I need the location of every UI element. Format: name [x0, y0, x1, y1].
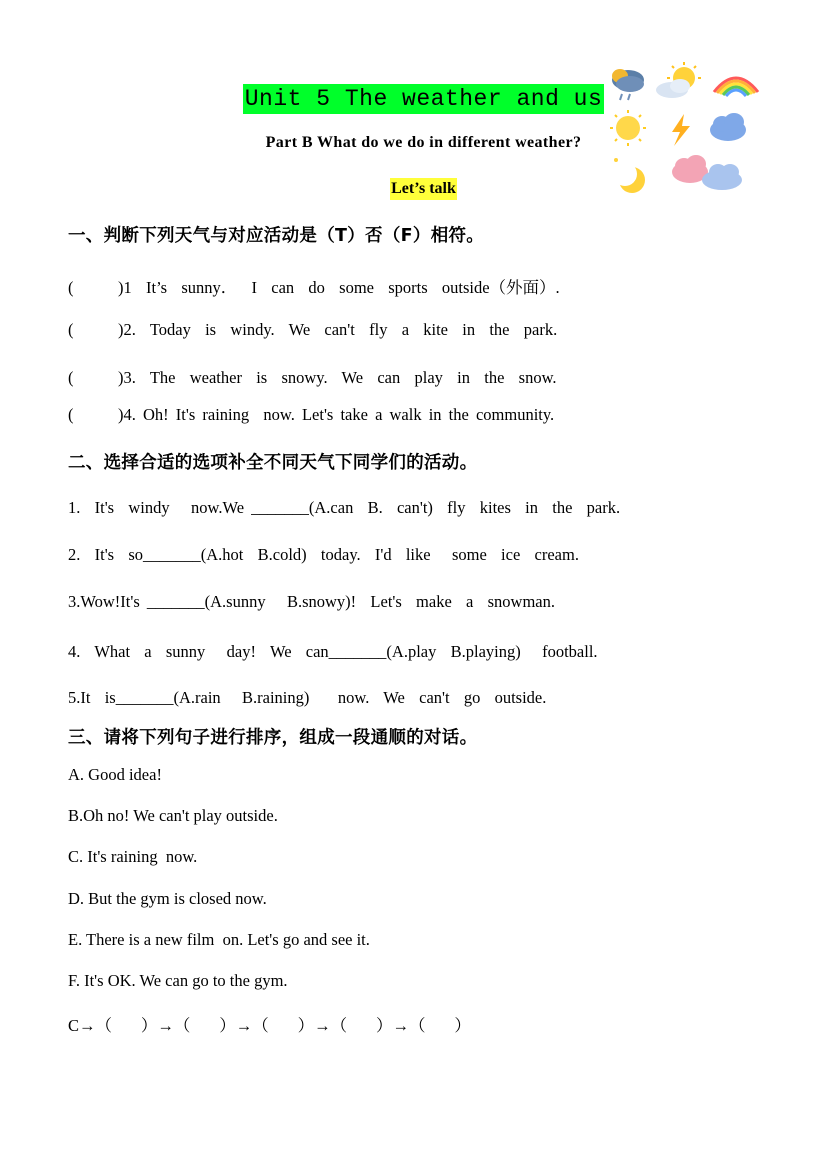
- dialogue-item-c: C. It's raining now.: [68, 847, 198, 866]
- choice-item-5: 5.It is_______(A.rain B.raining) now. We can't go outside.: [68, 688, 547, 707]
- sun-icon: [610, 110, 646, 146]
- sequence-answer-line: C→（ ）→（ ）→（ ）→（ ）→（ ）: [68, 1016, 471, 1035]
- partly-cloudy-icon: [656, 62, 701, 98]
- judge-text: )4. Oh! It's raining now. Let's take a walk in the community.: [118, 405, 555, 424]
- storm-cloud-icon: [612, 69, 644, 100]
- page-title: Unit 5 The weather and us: [244, 86, 603, 112]
- blue-cloud-icon: [702, 164, 742, 190]
- dialogue-item-f: F. It's OK. We can go to the gym.: [68, 971, 288, 990]
- lightning-icon: [672, 114, 690, 146]
- judge-item-4: [68, 405, 554, 425]
- section2-heading: 二、选择合适的选项补全不同天气下同学们的活动。: [68, 453, 478, 473]
- judge-paren: (: [68, 278, 74, 297]
- judge-item-3: [68, 368, 557, 388]
- rainbow-icon: [714, 78, 758, 96]
- judge-paren: (: [68, 368, 74, 387]
- dialogue-item-b: B.Oh no! We can't play outside.: [68, 806, 278, 825]
- judge-text: )2. Today is windy. We can't fly a kite in the park.: [118, 320, 558, 339]
- lets-talk-label: Let’s talk: [390, 178, 457, 200]
- dialogue-item-a: A. Good idea!: [68, 765, 162, 784]
- choice-item-3: 3.Wow!It's _______(A.sunny B.snowy)! Let's make a snowman.: [68, 592, 555, 611]
- cloud-icon: [710, 113, 746, 141]
- judge-item-1: [68, 274, 560, 298]
- dialogue-item-d: D. But the gym is closed now.: [68, 889, 267, 908]
- choice-item-1: 1. It's windy now.We _______(A.can B. can't) fly kites in the park.: [68, 498, 621, 517]
- choice-item-4: 4. What a sunny day! We can_______(A.play B.playing) football.: [68, 642, 598, 661]
- judge-paren: (: [68, 405, 74, 424]
- page-subtitle: Part B What do we do in different weather?: [265, 134, 582, 151]
- choice-item-2: 2. It's so_______(A.hot B.cold) today. I'd like some ice cream.: [68, 545, 579, 564]
- judge-text: )3. The weather is snowy. We can play in the snow.: [118, 368, 557, 387]
- judge-item-2: [68, 320, 557, 340]
- judge-text: )1 It’s sunny． I can do some sports outside（外面）.: [118, 278, 560, 297]
- dialogue-item-e: E. There is a new film on. Let's go and see it.: [68, 930, 370, 949]
- judge-paren: (: [68, 320, 74, 339]
- section3-heading: 三、请将下列句子进行排序，组成一段通顺的对话。: [68, 728, 478, 748]
- moon-icon: [613, 158, 645, 193]
- section1-heading: 一、判断下列天气与对应活动是（T）否（F）相符。: [68, 226, 485, 246]
- weather-icons-illustration: [606, 62, 766, 202]
